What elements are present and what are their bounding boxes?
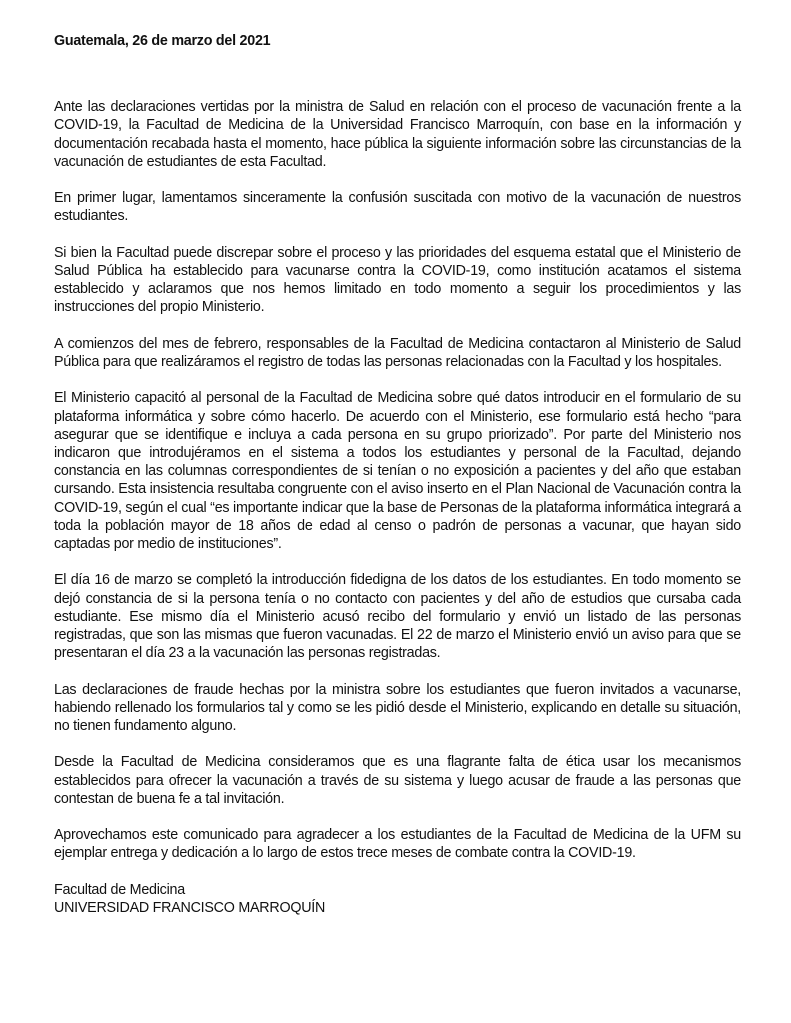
paragraph-thanks: Aprovechamos este comunicado para agradecer a los estudiantes de la Facultad de Medicina de la UFM su ejemplar entrega y dedicación a lo largo de estos trece meses de combate contra la COVID-19. [54, 827, 741, 862]
paragraph-registration: A comienzos del mes de febrero, responsables de la Facultad de Medicina contactaron al Ministerio de Salud Pública para que realizáramos el registro de todas las personas relacionadas con la Facultad y los hospitales. [54, 335, 741, 370]
paragraph-intro: Ante las declaraciones vertidas por la ministra de Salud en relación con el proceso de vacunación frente a la COVID-19, la Facultad de Medicina de la Universidad Francisco Marroquín, con base en la información y documentación recabada hasta el momento, hace pública la siguiente información sobre las circunstancias de la vacunación de estudiantes de esta Facultad. [54, 99, 741, 170]
press-statement-document [54, 32, 741, 917]
paragraph-apology: En primer lugar, lamentamos sinceramente la confusión suscitada con motivo de la vacunación de nuestros estudiantes. [54, 190, 741, 225]
date-line: Guatemala, 26 de marzo del 2021 [54, 33, 271, 49]
signature-department: Facultad de Medicina [54, 881, 185, 898]
signature-block [54, 881, 741, 917]
paragraph-ethics: Desde la Facultad de Medicina consideramos que es una flagrante falta de ética usar los mecanismos establecidos para ofrecer la vacunación a través de su sistema y luego acusar de fraude a las personas que contestan de buena fe a tal invitación. [54, 754, 741, 807]
paragraph-ministry-training: El Ministerio capacitó al personal de la Facultad de Medicina sobre qué datos introducir en el formulario de su plataforma informática y sobre cómo hacerlo. De acuerdo con el Ministerio, ese formulario está hecho “para asegurar que se identifique e incluya a cada persona en su grupo priorizado”. Por parte del Ministerio nos indicaron que introdujéramos en el sistema a todos los estudiantes y personal de la Facultad, dejando constancia en las columnas correspondientes de si tenían o no exposición a pacientes y del año que estaban cursando. Esta insistencia resultaba congruente con el aviso inserto en el Plan Nacional de Vacunación contra la COVID-19, según el cual “es importante indicar que la base de Personas de la plataforma informática integrará a toda la población mayor de 18 años de edad al censo o padrón de personas a vacunar, que hayan sido captadas por medio de instituciones”. [54, 390, 741, 553]
signature-institution: UNIVERSIDAD FRANCISCO MARROQUÍN [54, 900, 326, 916]
paragraph-data-entry: El día 16 de marzo se completó la introducción fidedigna de los datos de los estudiantes. En todo momento se dejó constancia de si la persona tenía o no contacto con pacientes y del año de estudios que cursaba cada estudiante. Ese mismo día el Ministerio acusó recibo del formulario y envió un listado de las personas registradas, que son las mismas que fueron vacunadas. El 22 de marzo el Ministerio envió un aviso para que se presentaran el día 23 a la vacunación las personas registradas. [54, 572, 741, 662]
paragraph-fraud-response: Las declaraciones de fraude hechas por la ministra sobre los estudiantes que fueron invitados a vacunarse, habiendo rellenado los formularios tal y como se les pidió desde el Ministerio, explicando en detalle su situación, no tienen fundamento alguno. [54, 681, 741, 735]
paragraph-compliance: Si bien la Facultad puede discrepar sobre el proceso y las prioridades del esquema estatal que el Ministerio de Salud Pública ha establecido para vacunarse contra la COVID-19, como institución acatamos el sistema establecido y aclaramos que nos hemos limitado en todo momento a seguir los procedimientos y las instrucciones del propio Ministerio. [54, 244, 741, 316]
